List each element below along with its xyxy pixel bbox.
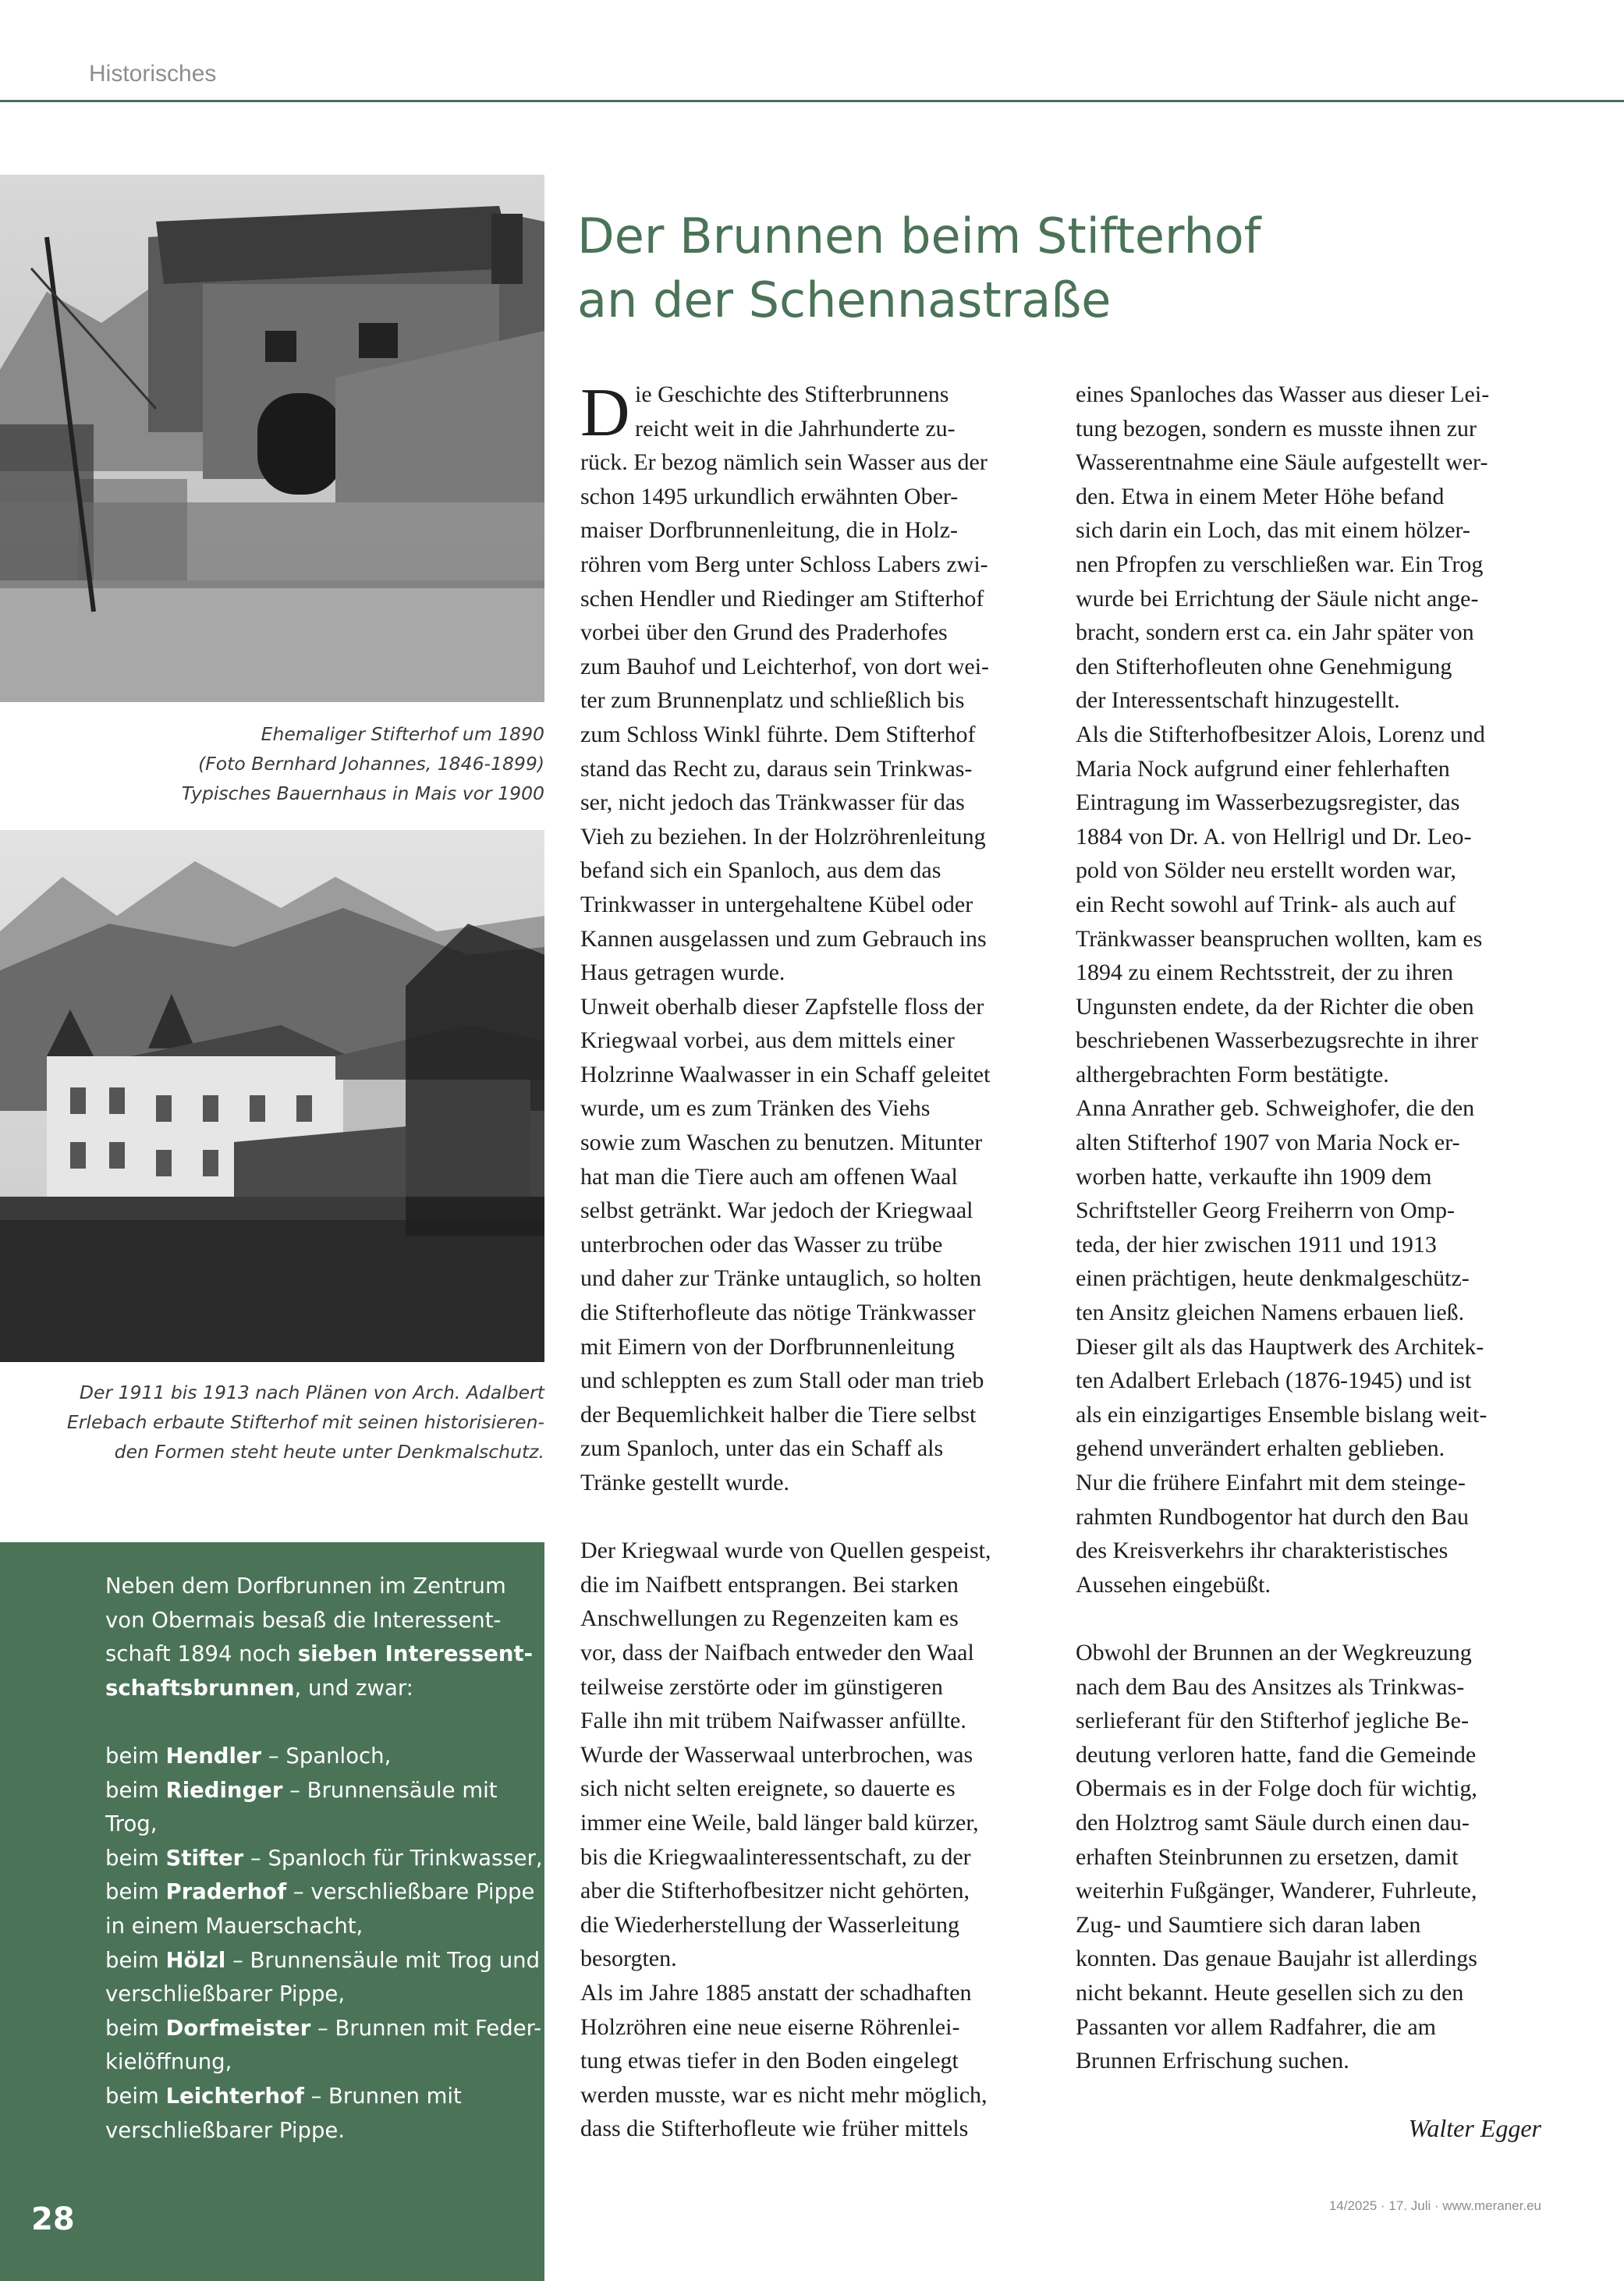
sidebar-item: beim Riedinger – Brunnensäule mit [105, 1777, 498, 1803]
text-line: Passanten vor allem Radfahrer, die am [1076, 2013, 1436, 2040]
text-line: schen Hendler und Riedinger am Stifterhof [580, 585, 984, 612]
text-line: ie Geschichte des Stifterbrunnens [635, 381, 949, 407]
caption-line: den Formen steht heute unter Denkmalschutz. [114, 1441, 544, 1463]
text-line: Holzröhren eine neue eiserne Röhrenlei- [580, 2013, 960, 2040]
text-line: 1894 zu einem Rechtsstreit, der zu ihren [1076, 960, 1454, 986]
text-line: und schleppten es zum Stall oder man trieb [580, 1368, 984, 1394]
text-line: beschriebenen Wasserbezugsrechte in ihrer [1076, 1027, 1478, 1054]
author: Walter Egger [1408, 2114, 1541, 2142]
article-column-2 [1076, 378, 1544, 2078]
text-line: als ein einzigartiges Ensemble bislang weit- [1076, 1401, 1487, 1428]
text-line: Zug- und Saumtiere sich daran laben [1076, 1911, 1421, 1938]
text-line: serlieferant für den Stifterhof jegliche Be- [1076, 1708, 1469, 1734]
paragraph-gap [1076, 1602, 1544, 1636]
caption-line: Der 1911 bis 1913 nach Plänen von Arch. Adalbert [79, 1382, 544, 1403]
text-line: maiser Dorfbrunnenleitung, die in Holz- [580, 517, 959, 544]
text-line: bis die Kriegwaalinteressentschaft, zu der [580, 1843, 971, 1870]
text-line: die im Naifbett entsprangen. Bei starken [580, 1571, 959, 1598]
text-line: eines Spanloches das Wasser aus dieser Lei- [1076, 381, 1490, 407]
text-line: teda, der hier zwischen 1911 und 1913 [1076, 1231, 1437, 1258]
text-line: Wasserentnahme eine Säule aufgestellt wer- [1076, 449, 1488, 476]
text-line: tung etwas tiefer in den Boden eingelegt [580, 2048, 959, 2074]
text-line: ein Recht sowohl auf Trink- als auch auf [1076, 891, 1456, 917]
text-line: tung bezogen, sondern es musste ihnen zur [1076, 415, 1477, 442]
text-line: alten Stifterhof 1907 von Maria Nock er- [1076, 1130, 1460, 1156]
section-label: Historisches [89, 61, 217, 87]
sidebar-line: schaftsbrunnen, und zwar: [105, 1675, 413, 1701]
text-line: reicht weit in die Jahrhunderte zu- [635, 415, 956, 442]
text-line: Schriftsteller Georg Freiherrn von Omp- [1076, 1197, 1455, 1224]
caption-photo-1 [31, 719, 544, 808]
text-line: Trinkwasser in untergehaltene Kübel oder [580, 891, 973, 917]
text-line: Kannen ausgelassen und zum Gebrauch ins [580, 925, 987, 952]
sidebar-item: beim Stifter – Spanloch für Trinkwasser, [105, 1845, 543, 1871]
sidebar-spacer [105, 1705, 527, 1740]
text-line: besorgten. [580, 1946, 677, 1972]
text-line: zum Spanloch, unter das ein Schaff als [580, 1435, 944, 1462]
caption-line: (Foto Bernhard Johannes, 1846-1899) [198, 753, 544, 775]
text-line: Obwohl der Brunnen an der Wegkreuzung [1076, 1639, 1472, 1666]
text-line: Tränke gestellt wurde. [580, 1470, 790, 1495]
text-line: des Kreisverkehrs ihr charakteristisches [1076, 1538, 1448, 1564]
text-line: pold von Sölder neu erstellt worden war, [1076, 857, 1456, 884]
photo-new-stifterhof [0, 830, 544, 1362]
text-line: vor, dass der Naifbach entweder den Waal [580, 1639, 974, 1666]
text-line: vorbei über den Grund des Praderhofes [580, 619, 948, 646]
text-line: Falle ihn mit trübem Naifwasser anfüllte. [580, 1708, 966, 1734]
text-line: Dieser gilt als das Hauptwerk des Architek- [1076, 1333, 1484, 1360]
text-line: Anna Anrather geb. Schweighofer, die den [1076, 1095, 1475, 1122]
text-line: Als die Stifterhofbesitzer Alois, Lorenz und [1076, 721, 1485, 747]
text-line: nach dem Bau des Ansitzes als Trinkwas- [1076, 1673, 1465, 1700]
text-line: werden musste, war es nicht mehr möglich, [580, 2081, 988, 2108]
sidebar-item: beim Dorfmeister – Brunnen mit Feder- [105, 2015, 542, 2041]
text-line: mit Eimern von der Dorfbrunnenleitung [580, 1333, 955, 1360]
text-line: Anschwellungen zu Regenzeiten kam es [580, 1605, 959, 1632]
text-line: Aussehen eingebüßt. [1076, 1571, 1271, 1598]
title-line: Der Brunnen beim Stifterhof [577, 208, 1261, 264]
sidebar-line: schaft 1894 noch sieben Interessent- [105, 1641, 534, 1667]
text-line: worben hatte, verkaufte ihn 1909 dem [1076, 1163, 1432, 1190]
text-line: zum Bauhof und Leichterhof, von dort wei- [580, 653, 990, 679]
caption-line: Typisches Bauernhaus in Mais vor 1900 [181, 782, 544, 804]
text-line: Maria Nock aufgrund einer fehlerhaften [1076, 755, 1450, 782]
text-line: althergebrachten Form bestätigte. [1076, 1061, 1389, 1087]
text-line: den. Etwa in einem Meter Höhe befand [1076, 483, 1445, 509]
sidebar-item: beim Leichterhof – Brunnen mit [105, 2083, 462, 2109]
sidebar-item-cont: kielöffnung, [105, 2049, 232, 2075]
text-line: rahmten Rundbogentor hat durch den Bau [1076, 1503, 1470, 1530]
text-line: bracht, sondern erst ca. ein Jahr später von [1076, 619, 1474, 646]
text-line: Nur die frühere Einfahrt mit dem steinge- [1076, 1470, 1466, 1495]
text-line: Wurde der Wasserwaal unterbrochen, was [580, 1741, 973, 1768]
text-line: selbst getränkt. War jedoch der Kriegwaal [580, 1197, 973, 1224]
text-line: deutung verloren hatte, fand die Gemeinde [1076, 1741, 1477, 1768]
text-line: einen prächtigen, heute denkmalgeschütz- [1076, 1265, 1470, 1292]
text-line: Vieh zu beziehen. In der Holzröhrenleitung [580, 823, 986, 850]
text-line: ter zum Brunnenplatz und schließlich bis [580, 687, 965, 714]
header-rule [0, 100, 1624, 102]
article-title [577, 204, 1261, 332]
text-line: schon 1495 urkundlich erwähnten Ober- [580, 483, 959, 509]
text-line: Kriegwaal vorbei, aus dem mittels einer [580, 1027, 955, 1054]
text-line: nen Pfropfen zu verschließen war. Ein Trog [1076, 551, 1484, 577]
text-line: Obermais es in der Folge doch für wichtig, [1076, 1775, 1477, 1802]
text-line: röhren vom Berg unter Schloss Labers zwi- [580, 551, 988, 577]
caption-line: Ehemaliger Stifterhof um 1890 [261, 723, 544, 745]
text-line: der Bequemlichkeit halber die Tiere selbst [580, 1401, 977, 1428]
text-line: zum Schloss Winkl führte. Dem Stifterhof [580, 721, 976, 747]
text-line: Als im Jahre 1885 anstatt der schadhaften [580, 1979, 972, 2006]
text-line: teilweise zerstörte oder im günstigeren [580, 1673, 943, 1700]
sidebar-item-cont: verschließbarer Pippe. [105, 2117, 346, 2143]
text-line: und daher zur Tränke untauglich, so holten [580, 1265, 982, 1292]
text-line: konnten. Das genaue Baujahr ist allerdings [1076, 1946, 1477, 1972]
text-line: 1884 von Dr. A. von Hellrigl und Dr. Leo- [1076, 823, 1472, 850]
text-line: nicht bekannt. Heute gesellen sich zu den [1076, 1979, 1464, 2006]
article-column-1 [580, 375, 1048, 2146]
text-line: Unweit oberhalb dieser Zapfstelle floss der [580, 993, 984, 1020]
paragraph-gap [580, 1500, 1048, 1534]
text-line: Tränkwasser beanspruchen wollten, kam es [1076, 925, 1483, 952]
text-line: sowie zum Waschen zu benutzen. Mitunter [580, 1130, 983, 1156]
text-line: sich darin ein Loch, das mit einem hölzer- [1076, 517, 1470, 544]
sidebar-text [105, 1570, 543, 2148]
text-line: unterbrochen oder das Wasser zu trübe [580, 1231, 943, 1258]
text-line: aber die Stifterhofbesitzer nicht gehörten, [580, 1878, 970, 1904]
caption-photo-2 [31, 1378, 544, 1467]
text-line: ten Ansitz gleichen Namens erbauen ließ. [1076, 1300, 1465, 1326]
text-line: ten Adalbert Erlebach (1876-1945) und ist [1076, 1368, 1472, 1394]
text-line: gehend unverändert erhalten geblieben. [1076, 1435, 1445, 1462]
text-line: Haus getragen wurde. [580, 960, 785, 986]
sidebar-item-cont: in einem Mauerschacht, [105, 1913, 363, 1939]
text-line: rück. Er bezog nämlich sein Wasser aus der [580, 449, 988, 476]
text-line: immer eine Weile, bald länger bald kürzer, [580, 1809, 979, 1836]
text-line: der Interessentschaft hinzugestellt. [1076, 687, 1400, 714]
text-line: weiterhin Fußgänger, Wanderer, Fuhrleute, [1076, 1878, 1477, 1904]
page-number: 28 [31, 2201, 75, 2237]
text-line: befand sich ein Spanloch, aus dem das [580, 857, 941, 884]
sidebar-item-cont: Trog, [105, 1811, 158, 1837]
caption-line: Erlebach erbaute Stifterhof mit seinen historisieren- [66, 1411, 544, 1433]
text-line: dass die Stifterhofleute wie früher mittels [580, 2116, 969, 2142]
text-line: sich nicht selten ereignete, so dauerte es [580, 1775, 956, 1802]
text-line: Der Kriegwaal wurde von Quellen gespeist, [580, 1538, 991, 1564]
text-line: wurde, um es zum Tränken des Viehs [580, 1095, 931, 1122]
text-line: den Holztrog samt Säule durch einen dau- [1076, 1809, 1470, 1836]
text-line: Brunnen Erfrischung suchen. [1076, 2048, 1349, 2074]
text-line: Ungunsten endete, da der Richter die oben [1076, 993, 1474, 1020]
sidebar-item-cont: verschließbarer Pippe, [105, 1981, 346, 2007]
text-line: hat man die Tiere auch am offenen Waal [580, 1163, 958, 1190]
sidebar-bold: schaftsbrunnen [105, 1675, 295, 1701]
sidebar-bold: sieben Interessent- [297, 1641, 534, 1667]
issue-info: 14/2025 · 17. Juli · www.meraner.eu [1328, 2198, 1541, 2213]
sidebar-line: Neben dem Dorfbrunnen im Zentrum [105, 1573, 506, 1598]
title-line: an der Schennastraße [577, 271, 1112, 328]
photo-old-stifterhof [0, 175, 544, 702]
text-line: ser, nicht jedoch das Tränkwasser für das [580, 789, 965, 816]
text-line: Holzrinne Waalwasser in ein Schaff geleitet [580, 1061, 991, 1087]
sidebar-line: von Obermais besaß die Interessent- [105, 1607, 502, 1633]
text-line: erhaften Steinbrunnen zu ersetzen, damit [1076, 1843, 1459, 1870]
sidebar-item: beim Hendler – Spanloch, [105, 1743, 392, 1768]
sidebar-item: beim Praderhof – verschließbare Pippe [105, 1879, 535, 1905]
text-line: wurde bei Errichtung der Säule nicht ange- [1076, 585, 1479, 612]
sidebar-item: beim Hölzl – Brunnensäule mit Trog und [105, 1947, 541, 1973]
drop-cap: D [580, 375, 630, 451]
text-line: stand das Recht zu, daraus sein Trinkwas- [580, 755, 973, 782]
text-line: den Stifterhofleuten ohne Genehmigung [1076, 653, 1452, 679]
text-line: die Stifterhofleute das nötige Tränkwasser [580, 1300, 976, 1326]
text-line: Eintragung im Wasserbezugsregister, das [1076, 789, 1460, 816]
text-line: die Wiederherstellung der Wasserleitung [580, 1911, 959, 1938]
